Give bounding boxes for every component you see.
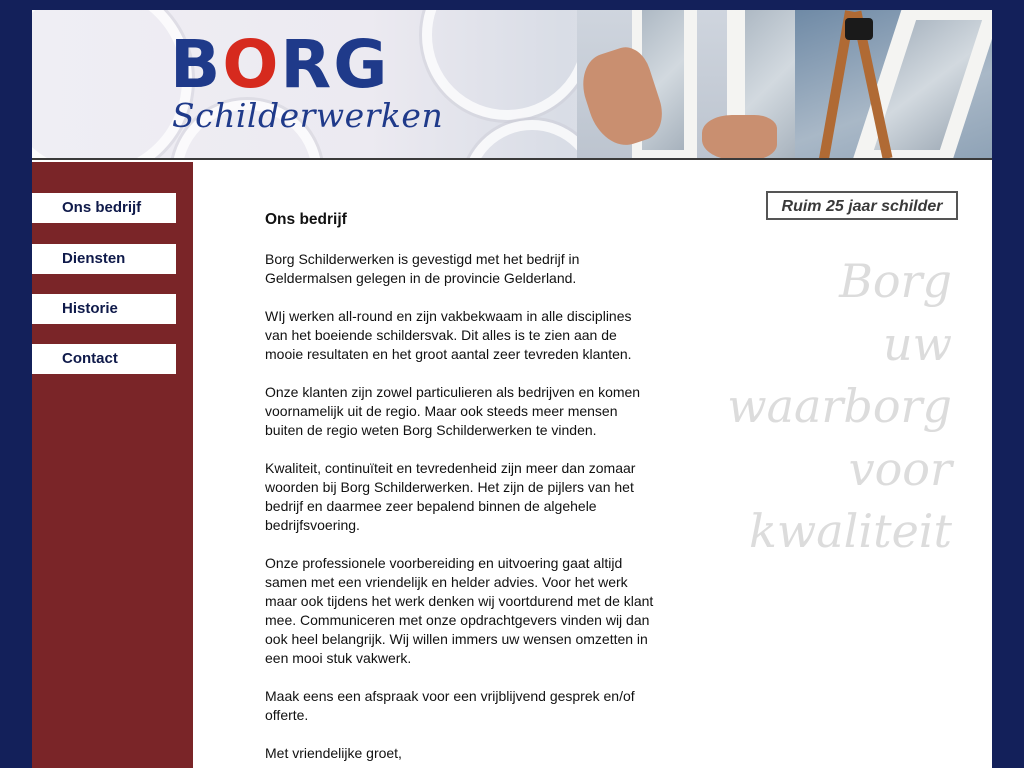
nav-item-label: Contact [62,350,118,367]
logo-letter: B [170,26,223,103]
logo-letter-red: O [222,26,281,103]
paint-can-decoration [422,10,592,120]
paint-can-decoration [32,10,192,160]
content-paragraph: Maak eens een afspraak voor een vrijblijvend gesprek en/of offerte. [265,688,635,723]
logo-wordmark[interactable] [170,26,390,103]
nav-item-historie[interactable] [32,294,176,324]
logo-letters: RG [280,26,390,103]
content-paragraph: Onze professionele voorbereiding en uitvoering gaat altijd samen met een vriendelijk en helder advies. Voor het werk maar ook tijdens het werk denken wij voortdurend met de klant mee. Communiceren met onze opdrachtgevers vinden wij dan ook heel belangrijk. Wij willen immers uw wensen omzetten in een mooi stuk vakwerk. [265,555,654,666]
content-paragraph: Borg Schilderwerken is gevestigd met het bedrijf in Geldermalsen gelegen in de provincie Gelderland. [265,251,580,286]
tagline-box [766,191,958,220]
page-title: Ons bedrijf [265,211,347,228]
slogan-line: waarborg [727,379,952,433]
nav-item-label: Historie [62,300,118,317]
header-banner [32,10,992,160]
sidebar-nav [32,162,193,768]
nav-item-label: Ons bedrijf [62,199,142,216]
slogan-line: voor [848,441,952,496]
slogan-line: Borg [839,254,952,308]
content-paragraph: Onze klanten zijn zowel particulieren als bedrijven en komen voornamelijk uit de regio. Maar ook steeds meer mensen buiten de regio weten Borg Schilderwerken te vinden. [265,384,641,438]
content-paragraph: Kwaliteit, continuïteit en tevredenheid zijn meer dan zomaar woorden bij Borg Schilderwerken. Het zijn de pijlers van het bedrijf en daarmee zeer bepalend binnen de algehele bedrijfsvoering. [265,460,636,533]
hand-image [702,115,777,160]
nav-item-diensten[interactable] [32,244,176,274]
main-content [265,210,655,768]
page-container [32,10,992,768]
slogan [727,250,952,563]
logo-subtitle: Schilderwerken [172,96,444,135]
slogan-line: uw [883,316,952,371]
header-photo [577,10,992,160]
nav-item-ons-bedrijf[interactable] [32,193,176,223]
nav-item-contact[interactable] [32,344,176,374]
content-paragraph: WIj werken all-round en zijn vakbekwaam in alle disciplines van het boeiende schildersvak. Dit alles is te zien aan de mooie resultaten en het groot aantal zeer tevreden klanten. [265,308,632,362]
nav-item-label: Diensten [62,250,126,267]
tagline-text: Ruim 25 jaar schilder [781,198,943,215]
content-paragraph: Met vriendelijke groet, [265,745,402,761]
slogan-line: kwaliteit [748,504,952,558]
